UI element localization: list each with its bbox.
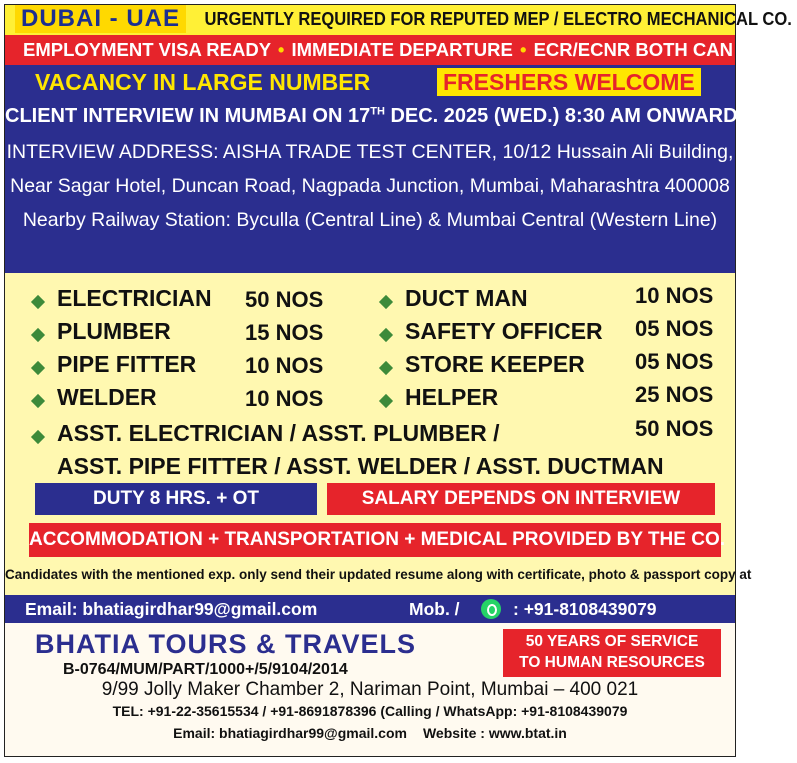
agency-email-website [5, 725, 735, 741]
agency-telephone: TEL: +91-22-35615534 / +91-8691878396 (Calling / WhatsApp: +91-8108439079 [112, 703, 628, 719]
job-count: 05 NOS [635, 316, 714, 341]
interview-panel [5, 65, 751, 273]
agency-name: BHATIA TOURS & TRAVELS [35, 629, 417, 659]
job-title: PLUMBER [57, 318, 171, 344]
bullet-separator: • [277, 39, 285, 60]
whatsapp-icon [481, 599, 501, 619]
immediate-departure: IMMEDIATE DEPARTURE [291, 39, 513, 60]
bullet-separator: • [519, 39, 527, 60]
ecr-ecnr: ECR/ECNR BOTH CAN APPLY [533, 39, 797, 60]
diamond-bullet-icon [379, 394, 393, 408]
asst-count: 50 NOS [635, 416, 714, 441]
years-line-2: TO HUMAN RESOURCES [519, 654, 705, 671]
agency-address: 9/99 Jolly Maker Chamber 2, Nariman Point, Mumbai – 400 021 [101, 679, 639, 700]
freshers-badge: FRESHERS WELCOME [437, 68, 701, 96]
job-title: STORE KEEPER [405, 351, 585, 377]
job-count: 05 NOS [635, 349, 714, 374]
job-count: 15 NOS [245, 320, 324, 345]
visa-banner [5, 35, 797, 65]
job-count: 10 NOS [635, 283, 714, 308]
interview-address-2: Near Sagar Hotel, Duncan Road, Nagpada Junction, Mumbai, Maharashtra 400008 [10, 175, 730, 197]
diamond-bullet-icon [31, 295, 45, 309]
interview-date: CLIENT INTERVIEW IN MUMBAI ON 17TH DEC. 2025 (WED.) 8:30 AM ONWARDS [5, 105, 751, 127]
visa-ready: EMPLOYMENT VISA READY [23, 39, 271, 60]
job-count: 10 NOS [245, 353, 324, 378]
agency-website[interactable]: Website : www.btat.in [422, 725, 567, 741]
benefits-banner: ACCOMMODATION + TRANSPORTATION + MEDICAL PROVIDED BY THE CO. [29, 523, 721, 557]
license-number: B-0764/MUM/PART/1000+/5/9104/2014 [63, 661, 348, 678]
diamond-bullet-icon [379, 361, 393, 375]
diamond-bullet-icon [31, 394, 45, 408]
header-row [5, 5, 792, 35]
job-advertisement [4, 4, 797, 757]
duty-hours-badge: DUTY 8 HRS. + OT [35, 483, 317, 515]
job-count: 10 NOS [245, 386, 324, 411]
mobile-label: Mob. / [409, 599, 460, 619]
vacancy-heading: VACANCY IN LARGE NUMBER [35, 69, 371, 95]
diamond-bullet-icon [379, 295, 393, 309]
job-title: SAFETY OFFICER [405, 318, 603, 344]
contact-phone[interactable]: : +91-8108439079 [513, 599, 657, 619]
candidate-instructions: Candidates with the mentioned exp. only send their updated resume along with certificate, photo & passport copy at [5, 567, 752, 582]
job-title: WELDER [57, 384, 157, 410]
agency-email[interactable]: Email: bhatiagirdhar99@gmail.com [173, 725, 407, 741]
contact-bar [5, 595, 735, 623]
country-label: DUBAI - UAE [15, 5, 186, 33]
job-count: 50 NOS [245, 287, 324, 312]
asst-roles-line-1: ASST. ELECTRICIAN / ASST. PLUMBER / [57, 420, 500, 446]
diamond-bullet-icon [31, 328, 45, 342]
asst-roles-line-2: ASST. PIPE FITTER / ASST. WELDER / ASST. DUCTMAN [57, 453, 664, 479]
agency-footer [5, 623, 735, 756]
job-title: ELECTRICIAN [57, 285, 212, 311]
contact-email[interactable]: Email: bhatiagirdhar99@gmail.com [25, 599, 318, 619]
diamond-bullet-icon [31, 361, 45, 375]
railway-station: Nearby Railway Station: Byculla (Central Line) & Mumbai Central (Western Line) [22, 209, 718, 231]
job-list [5, 277, 735, 483]
job-title: PIPE FITTER [57, 351, 197, 377]
urgent-requirement: URGENTLY REQUIRED FOR REPUTED MEP / ELECTRO MECHANICAL CO. [204, 9, 792, 29]
job-count: 25 NOS [635, 382, 714, 407]
interview-address-1: INTERVIEW ADDRESS: AISHA TRADE TEST CENTER, 10/12 Hussain Ali Building, [6, 141, 734, 163]
years-of-service-badge [503, 629, 721, 677]
job-title: DUCT MAN [405, 285, 528, 311]
salary-badge: SALARY DEPENDS ON INTERVIEW [327, 483, 715, 515]
diamond-bullet-icon [379, 328, 393, 342]
years-line-1: 50 YEARS OF SERVICE [525, 633, 699, 650]
diamond-bullet-icon [31, 430, 45, 444]
job-title: HELPER [405, 384, 499, 410]
